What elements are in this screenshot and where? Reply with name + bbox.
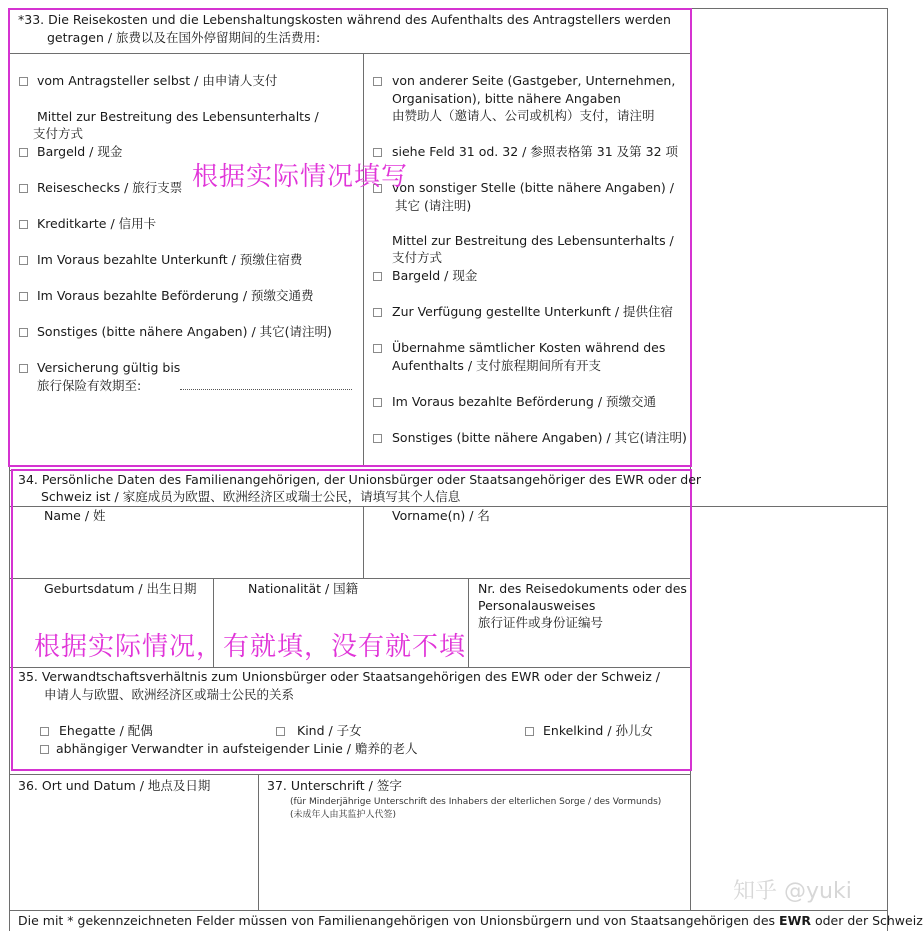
place-date-field[interactable]: [12, 800, 254, 906]
s34-title-line1: 34. Persönliche Daten des Familienangehörigen, der Unionsbürger oder Staatsangehöriger des EWR oder der: [18, 472, 702, 487]
checkbox-prepaid-transport[interactable]: [19, 292, 28, 301]
s33-annotation: 根据实际情况填写: [192, 162, 409, 192]
checkbox-credit-card[interactable]: [19, 220, 28, 229]
checkbox-insurance[interactable]: [19, 364, 28, 373]
insurance-date-field[interactable]: [180, 388, 352, 390]
checkbox-right-cash[interactable]: [373, 272, 382, 281]
label-sponsor-line1: von anderer Seite (Gastgeber, Unternehmen,: [392, 73, 676, 88]
label-sponsor-line3: 由赞助人（邀请人、公司或机构）支付，请注明: [392, 108, 655, 123]
checkbox-sponsor[interactable]: [373, 77, 382, 86]
label-insurance-line1: Versicherung gültig bis: [37, 360, 181, 375]
signature-note-cn: (未成年人由其监护人代签): [290, 810, 397, 820]
label-signature: 37. Unterschrift / 签字: [267, 778, 402, 793]
label-grandchild: Enkelkind / 孙儿女: [543, 723, 654, 738]
label-other: Sonstiges (bitte nähere Angaben) / 其它(请注明): [37, 324, 332, 339]
checkbox-travellers-cheques[interactable]: [19, 184, 28, 193]
label-nationality: Nationalität / 国籍: [248, 581, 359, 596]
checkbox-cash[interactable]: [19, 148, 28, 157]
s36-top: [9, 774, 691, 775]
checkbox-provided-accommodation[interactable]: [373, 308, 382, 317]
label-travellers-cheques: Reiseschecks / 旅行支票: [37, 180, 183, 195]
footer-text-post: oder der Schweiz: [810, 913, 923, 928]
checkbox-spouse[interactable]: [40, 727, 49, 736]
label-travel-doc-line1: Nr. des Reisedokuments oder des: [478, 581, 687, 596]
label-insurance-line2: 旅行保险有效期至:: [37, 378, 142, 393]
label-means-line1: Mittel zur Bestreitung des Lebensunterhalts /: [37, 109, 319, 124]
label-sponsor-line2: Organisation), bitte nähere Angaben: [392, 91, 621, 106]
label-right-means-line2: 支付方式: [392, 250, 443, 265]
s36-s37-divider: [258, 774, 259, 910]
checkbox-grandchild[interactable]: [525, 727, 534, 736]
label-see-field: siehe Feld 31 od. 32 / 参照表格第 31 及第 32 项: [392, 144, 679, 159]
label-cash: Bargeld / 现金: [37, 144, 123, 159]
label-credit-card: Kreditkarte / 信用卡: [37, 216, 157, 231]
checkbox-dependent-relative[interactable]: [40, 745, 49, 754]
s33-title-line2: getragen / 旅费以及在国外停留期间的生活费用:: [47, 30, 321, 45]
checkbox-self[interactable]: [19, 77, 28, 86]
s35-title-line2: 申请人与欧盟、欧洲经济区或瑞士公民的关系: [44, 687, 295, 702]
signature-field[interactable]: [262, 826, 686, 906]
label-surname: Name / 姓: [44, 508, 106, 523]
label-right-means-line1: Mittel zur Bestreitung des Lebensunterhalts /: [392, 233, 674, 248]
footer-text-pre: Die mit * gekennzeichneten Felder müssen von Familienangehörigen von Unionsbürgern und von Staatsangehörigen des: [18, 913, 780, 928]
label-all-costs-line2: Aufenthalts / 支付旅程期间所有开支: [392, 358, 602, 373]
s34-annotation: 根据实际情况，有就填，没有就不填: [34, 632, 467, 662]
checkbox-right-prepaid-transport[interactable]: [373, 398, 382, 407]
label-other-source-line1: von sonstiger Stelle (bitte nähere Angaben) /: [392, 180, 674, 195]
checkbox-child[interactable]: [276, 727, 285, 736]
s34-title-line2: Schweiz ist / 家庭成员为欧盟、欧洲经济区或瑞士公民，请填写其个人信息: [41, 489, 461, 504]
label-child: Kind / 子女: [297, 723, 362, 738]
label-firstname: Vorname(n) / 名: [392, 508, 490, 523]
label-spouse: Ehegatte / 配偶: [59, 723, 153, 738]
footer-top: [9, 910, 888, 911]
s35-title-line1: 35. Verwandtschaftsverhältnis zum Unionsbürger oder Staatsangehörigen des EWR oder der Schweiz /: [18, 669, 660, 684]
label-self: vom Antragsteller selbst / 由申请人支付: [37, 73, 278, 88]
label-right-other: Sonstiges (bitte nähere Angaben) / 其它(请注明): [392, 430, 687, 445]
label-right-prepaid-transport: Im Voraus bezahlte Beförderung / 预缴交通: [392, 394, 657, 409]
label-dependent-relative: abhängiger Verwandter in aufsteigender Linie / 赡养的老人: [56, 741, 418, 756]
footer-text-bold: EWR: [779, 913, 811, 928]
checkbox-right-other[interactable]: [373, 434, 382, 443]
footer-note: [18, 912, 923, 930]
label-prepaid-transport: Im Voraus bezahlte Beförderung / 预缴交通费: [37, 288, 314, 303]
label-place-date: 36. Ort und Datum / 地点及日期: [18, 778, 211, 793]
s33-title-line1: *33. Die Reisekosten und die Lebenshaltungskosten während des Aufenthalts des Antragstellers werden: [18, 12, 671, 27]
checkbox-all-costs[interactable]: [373, 344, 382, 353]
signature-note-de: (für Minderjährige Unterschrift des Inhabers der elterlichen Sorge / des Vormunds): [290, 797, 662, 807]
label-travel-doc-line2: Personalausweises: [478, 598, 596, 613]
label-means-line2: 支付方式: [33, 126, 84, 141]
watermark: 知乎 @yuki: [733, 879, 852, 904]
label-travel-doc-line3: 旅行证件或身份证编号: [478, 615, 604, 630]
checkbox-prepaid-accommodation[interactable]: [19, 256, 28, 265]
label-birthdate: Geburtsdatum / 出生日期: [44, 581, 197, 596]
label-right-cash: Bargeld / 现金: [392, 268, 478, 283]
label-all-costs-line1: Übernahme sämtlicher Kosten während des: [392, 340, 666, 355]
label-other-source-line2: 其它 (请注明): [395, 198, 472, 213]
label-provided-accommodation: Zur Verfügung gestellte Unterkunft / 提供住宿: [392, 304, 673, 319]
label-prepaid-accommodation: Im Voraus bezahlte Unterkunft / 预缴住宿费: [37, 252, 303, 267]
page-right-border: [887, 8, 888, 931]
checkbox-other[interactable]: [19, 328, 28, 337]
